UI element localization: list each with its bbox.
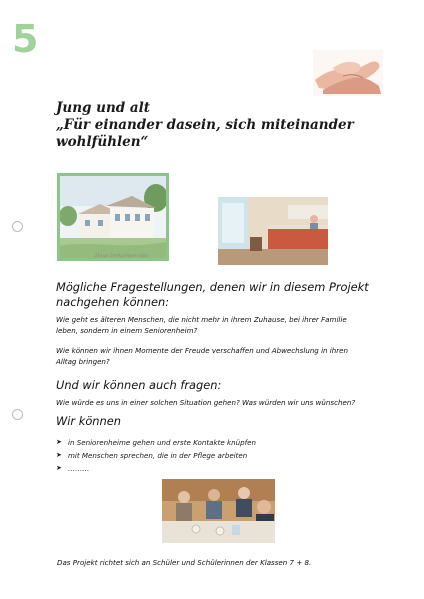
document-title <box>56 100 376 151</box>
list-item <box>56 449 356 462</box>
question-1-line-1: Wie geht es älteren Menschen, die nicht mehr in ihrem Zuhause, bei ihrer Familie <box>56 315 347 324</box>
section-ask-heading: Und wir können auch fragen: <box>56 378 222 392</box>
title-line-3: wohlfühlen“ <box>56 134 149 150</box>
arrow-bullet-icon: ➤ <box>56 438 62 446</box>
list-item <box>56 436 356 449</box>
title-line-1: Jung und alt <box>56 100 151 116</box>
building-image <box>57 173 169 261</box>
question-2-line-1: Wie können wir ihnen Momente der Freude verschaffen und Abwechslung in ihren <box>56 346 349 355</box>
list-item-text: ……… <box>68 464 90 473</box>
question-1-line-2: leben, sondern in einem Seniorenheim? <box>56 326 198 335</box>
footer-note: Das Projekt richtet sich an Schüler und Schülerinnen der Klassen 7 + 8. <box>57 558 312 567</box>
title-line-2: „Für einander dasein, sich miteinander <box>56 117 354 133</box>
heading-line-1: Mögliche Fragestellungen, denen wir in diesem Projekt <box>56 280 369 294</box>
list-item <box>56 462 356 475</box>
punch-hole <box>12 221 23 232</box>
photo-caption: Haus Ortkampstraße <box>95 253 149 259</box>
arrow-bullet-icon: ➤ <box>56 451 62 459</box>
page-number: 5 <box>12 17 39 61</box>
list-item-text: in Seniorenheime gehen und erste Kontakte knüpfen <box>68 438 256 447</box>
question-2 <box>56 345 386 367</box>
activity-list <box>56 436 356 475</box>
heading-line-2: nachgehen können: <box>56 295 170 309</box>
arrow-bullet-icon: ➤ <box>56 464 62 472</box>
holding-hands-image <box>313 50 383 96</box>
group-photo-image <box>162 479 275 543</box>
interior-image <box>218 197 328 265</box>
section-questions-heading <box>56 280 376 310</box>
punch-hole <box>12 409 23 420</box>
question-3: Wie würde es uns in einer solchen Situation gehen? Was würden wir uns wünschen? <box>56 398 356 407</box>
question-2-line-2: Alltag bringen? <box>56 357 110 366</box>
list-item-text: mit Menschen sprechen, die in der Pflege arbeiten <box>68 451 248 460</box>
question-1 <box>56 314 386 336</box>
section-we-can-heading: Wir können <box>56 414 121 428</box>
